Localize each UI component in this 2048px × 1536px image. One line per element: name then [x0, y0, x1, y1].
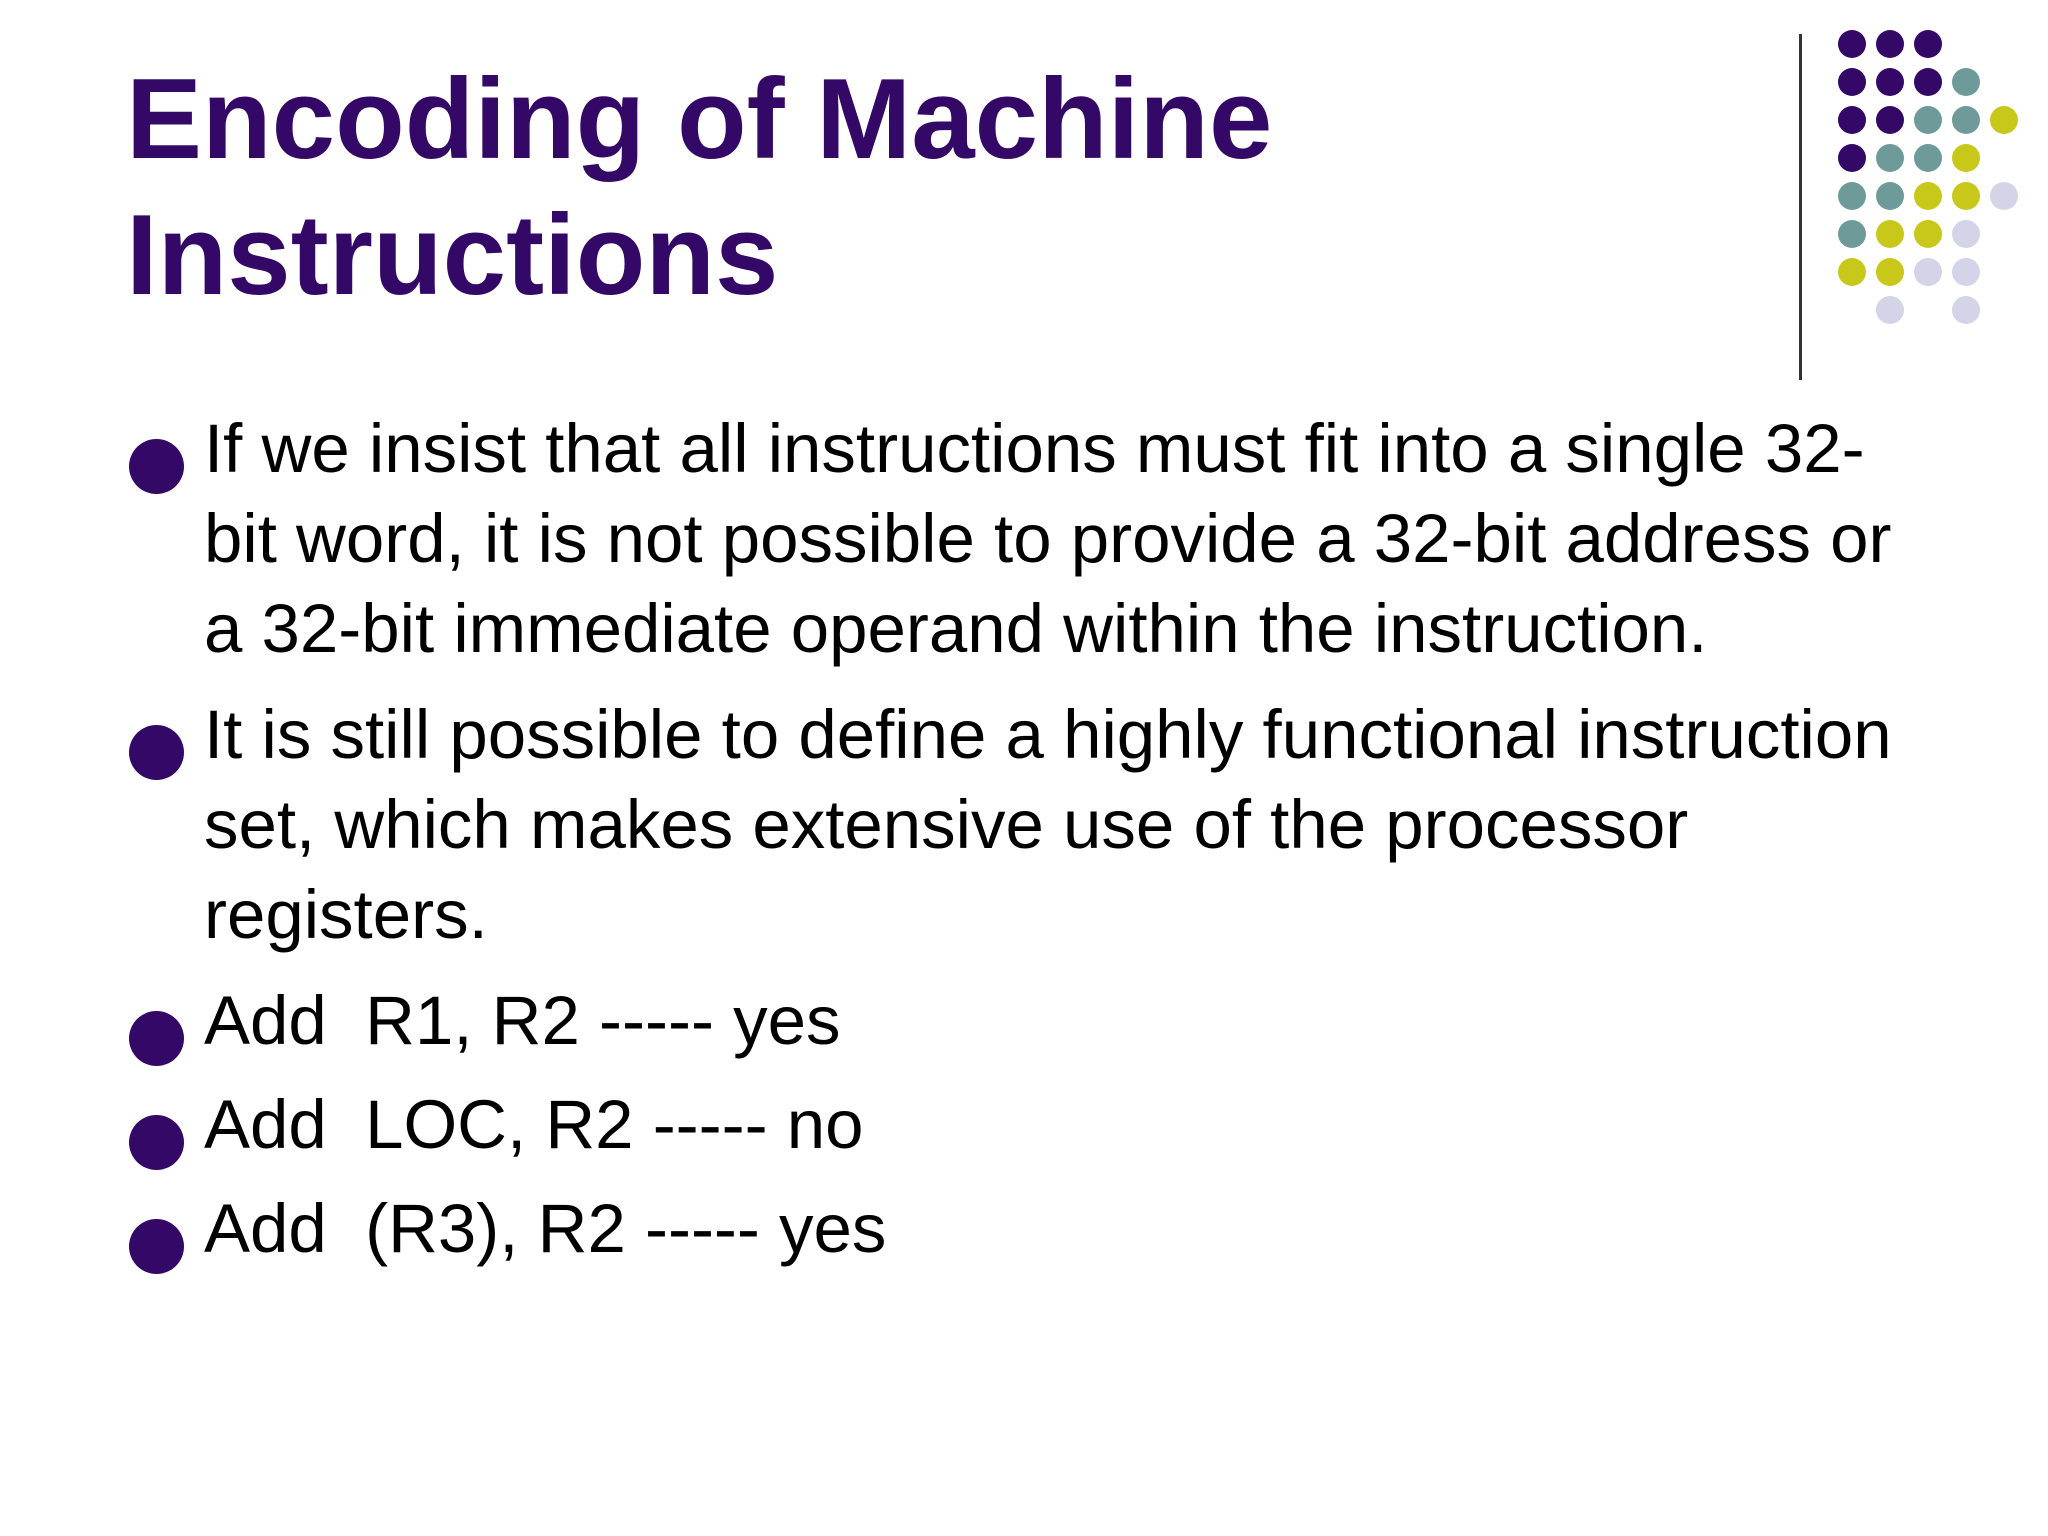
decorative-dot — [1914, 144, 1942, 172]
bullet-item-5 — [126, 1184, 1926, 1274]
decorative-dot — [1914, 68, 1942, 96]
slide-title — [126, 52, 1726, 324]
decorative-dot — [1914, 220, 1942, 248]
decorative-dot — [1952, 144, 1980, 172]
bullet-dot-icon — [129, 439, 184, 494]
bullet-dot-icon — [129, 1011, 184, 1066]
decorative-dot — [1838, 182, 1866, 210]
decorative-dot — [1876, 258, 1904, 286]
decorative-dot — [1876, 30, 1904, 58]
bullet-dot-icon — [129, 1115, 184, 1170]
bullet-list — [126, 404, 1926, 1288]
decorative-dot — [1990, 106, 2018, 134]
decorative-dot — [1838, 258, 1866, 286]
decorative-dot — [1838, 30, 1866, 58]
decorative-dot — [1876, 106, 1904, 134]
decorative-dot — [1914, 106, 1942, 134]
bullet-text: Add LOC, R2 ----- no — [204, 1086, 864, 1163]
decorative-dot — [1876, 296, 1904, 324]
decorative-dot — [1952, 182, 1980, 210]
vertical-divider — [1799, 34, 1802, 380]
bullet-text: Add (R3), R2 ----- yes — [204, 1190, 887, 1267]
decorative-dot — [1838, 220, 1866, 248]
decorative-dot — [1914, 182, 1942, 210]
decorative-dot — [1914, 30, 1942, 58]
decorative-dot — [1952, 258, 1980, 286]
decorative-dot-grid — [1838, 30, 2038, 340]
decorative-dot — [1952, 296, 1980, 324]
decorative-dot — [1876, 220, 1904, 248]
bullet-text: If we insist that all instructions must fit into a single 32-bit word, it is not possible to provide a 32-bit address or a 32-bit immediate operand within the instruction. — [204, 410, 1911, 667]
decorative-dot — [1914, 258, 1942, 286]
decorative-dot — [1952, 68, 1980, 96]
bullet-dot-icon — [129, 1219, 184, 1274]
decorative-dot — [1876, 68, 1904, 96]
bullet-item-3 — [126, 976, 1926, 1066]
decorative-dot — [1838, 106, 1866, 134]
decorative-dot — [1838, 144, 1866, 172]
decorative-dot — [1952, 106, 1980, 134]
bullet-dot-icon — [129, 725, 184, 780]
bullet-item-1 — [126, 404, 1926, 674]
decorative-dot — [1990, 182, 2018, 210]
decorative-dot — [1838, 68, 1866, 96]
slide-title-line-2: Instructions — [126, 192, 779, 319]
bullet-item-4 — [126, 1080, 1926, 1170]
slide-title-line-1: Encoding of Machine — [126, 56, 1273, 183]
decorative-dot — [1876, 182, 1904, 210]
bullet-text: Add R1, R2 ----- yes — [204, 982, 841, 1059]
decorative-dot — [1952, 220, 1980, 248]
decorative-dot — [1876, 144, 1904, 172]
bullet-text: It is still possible to define a highly functional instruction set, which makes extensive use of the processor registers. — [204, 696, 1911, 953]
bullet-item-2 — [126, 690, 1926, 960]
